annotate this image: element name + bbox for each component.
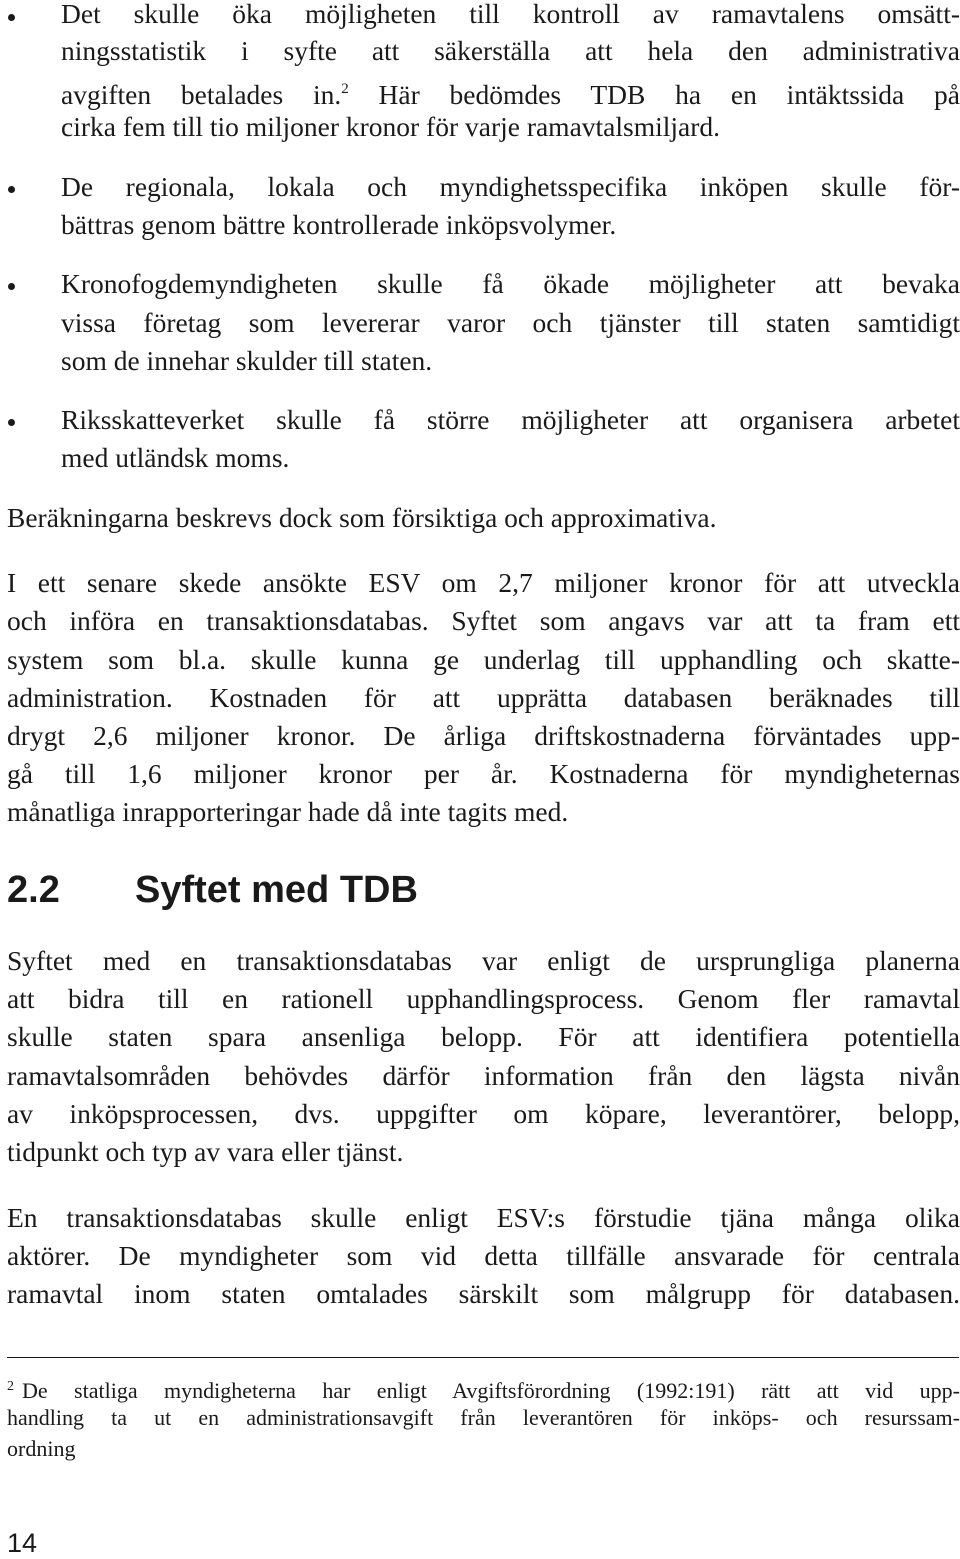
bullet-icon bbox=[8, 14, 15, 21]
text-line: De regionala, lokala och myndighetsspecifika inköpen skulle för- bbox=[61, 171, 960, 202]
section-heading bbox=[7, 866, 418, 914]
footnote-divider bbox=[7, 1357, 959, 1358]
text-line: ramavtalsområden behövdes därför information från den lägsta nivån bbox=[7, 1060, 960, 1091]
text-line: Syftet med en transaktionsdatabas var enligt de ursprungliga planerna bbox=[7, 945, 960, 976]
bullet-icon bbox=[8, 186, 15, 193]
text-line: som de innehar skulder till staten. bbox=[61, 345, 433, 376]
text-line: och införa en transaktionsdatabas. Syftet som angavs var att ta fram ett bbox=[7, 605, 960, 636]
footnote-text: De statliga myndigheterna har enligt Avgiftsförordning (1992:191) rätt att vid upp- bbox=[22, 1378, 960, 1403]
text-line: ningsstatistik i syfte att säkerställa att hela den administrativa bbox=[61, 35, 960, 66]
text-line: månatliga inrapporteringar hade då inte tagits med. bbox=[7, 796, 569, 827]
text-span: avgiften betalades in. bbox=[61, 79, 342, 110]
text-line: av inköpsprocessen, dvs. uppgifter om köpare, leverantörer, belopp, bbox=[7, 1098, 960, 1129]
text-line: skulle staten spara ansenliga belopp. För att identifiera potentiella bbox=[7, 1021, 960, 1052]
text-line: Det skulle öka möjligheten till kontroll av ramavtalens omsätt- bbox=[61, 0, 960, 29]
footnote-ref: 2 bbox=[341, 81, 349, 97]
footnote-line bbox=[7, 1372, 960, 1402]
text-line: med utländsk moms. bbox=[61, 442, 290, 473]
text-span: Här bedömdes TDB ha en intäktssida på bbox=[378, 79, 960, 110]
footnote-line: handling ta ut en administrationsavgift från leverantören för inköps- och resurssam- bbox=[7, 1405, 960, 1430]
text-line: system som bl.a. skulle kunna ge underlag till upphandling och skatte- bbox=[7, 644, 960, 675]
text-line: En transaktionsdatabas skulle enligt ESV:s förstudie tjäna många olika bbox=[7, 1202, 960, 1233]
text-line bbox=[61, 70, 960, 108]
bullet-icon bbox=[8, 419, 15, 426]
section-title: Syftet med TDB bbox=[135, 869, 418, 911]
text-line: administration. Kostnaden för att upprätta databasen beräknades till bbox=[7, 682, 960, 713]
text-line: aktörer. De myndigheter som vid detta tillfälle ansvarade för centrala bbox=[7, 1240, 960, 1271]
section-number: 2.2 bbox=[7, 869, 60, 911]
text-line: I ett senare skede ansökte ESV om 2,7 miljoner kronor för att utveckla bbox=[7, 567, 960, 598]
page-number: 14 bbox=[7, 1528, 38, 1558]
text-line: cirka fem till tio miljoner kronor för varje ramavtalsmiljard. bbox=[61, 111, 721, 142]
text-line: ramavtal inom staten omtalades särskilt som målgrupp för databasen. bbox=[7, 1278, 960, 1309]
text-line: Riksskatteverket skulle få större möjligheter att organisera arbetet bbox=[61, 404, 960, 435]
text-line: att bidra till en rationell upphandlingsprocess. Genom fler ramavtal bbox=[7, 983, 960, 1014]
text-line: bättras genom bättre kontrollerade inköpsvolymer. bbox=[61, 209, 617, 240]
bullet-icon bbox=[8, 283, 15, 290]
text-line: gå till 1,6 miljoner kronor per år. Kostnaderna för myndigheternas bbox=[7, 758, 960, 789]
text-line: vissa företag som levererar varor och tjänster till staten samtidigt bbox=[61, 307, 960, 338]
text-line: Beräkningarna beskrevs dock som försiktiga och approximativa. bbox=[7, 502, 717, 533]
text-line: drygt 2,6 miljoner kronor. De årliga driftskostnaderna förväntades upp- bbox=[7, 720, 960, 751]
footnote-line: ordning bbox=[7, 1436, 76, 1461]
text-line: tidpunkt och typ av vara eller tjänst. bbox=[7, 1136, 404, 1167]
footnote-mark: 2 bbox=[7, 1379, 14, 1394]
text-line: Kronofogdemyndigheten skulle få ökade möjligheter att bevaka bbox=[61, 268, 960, 299]
